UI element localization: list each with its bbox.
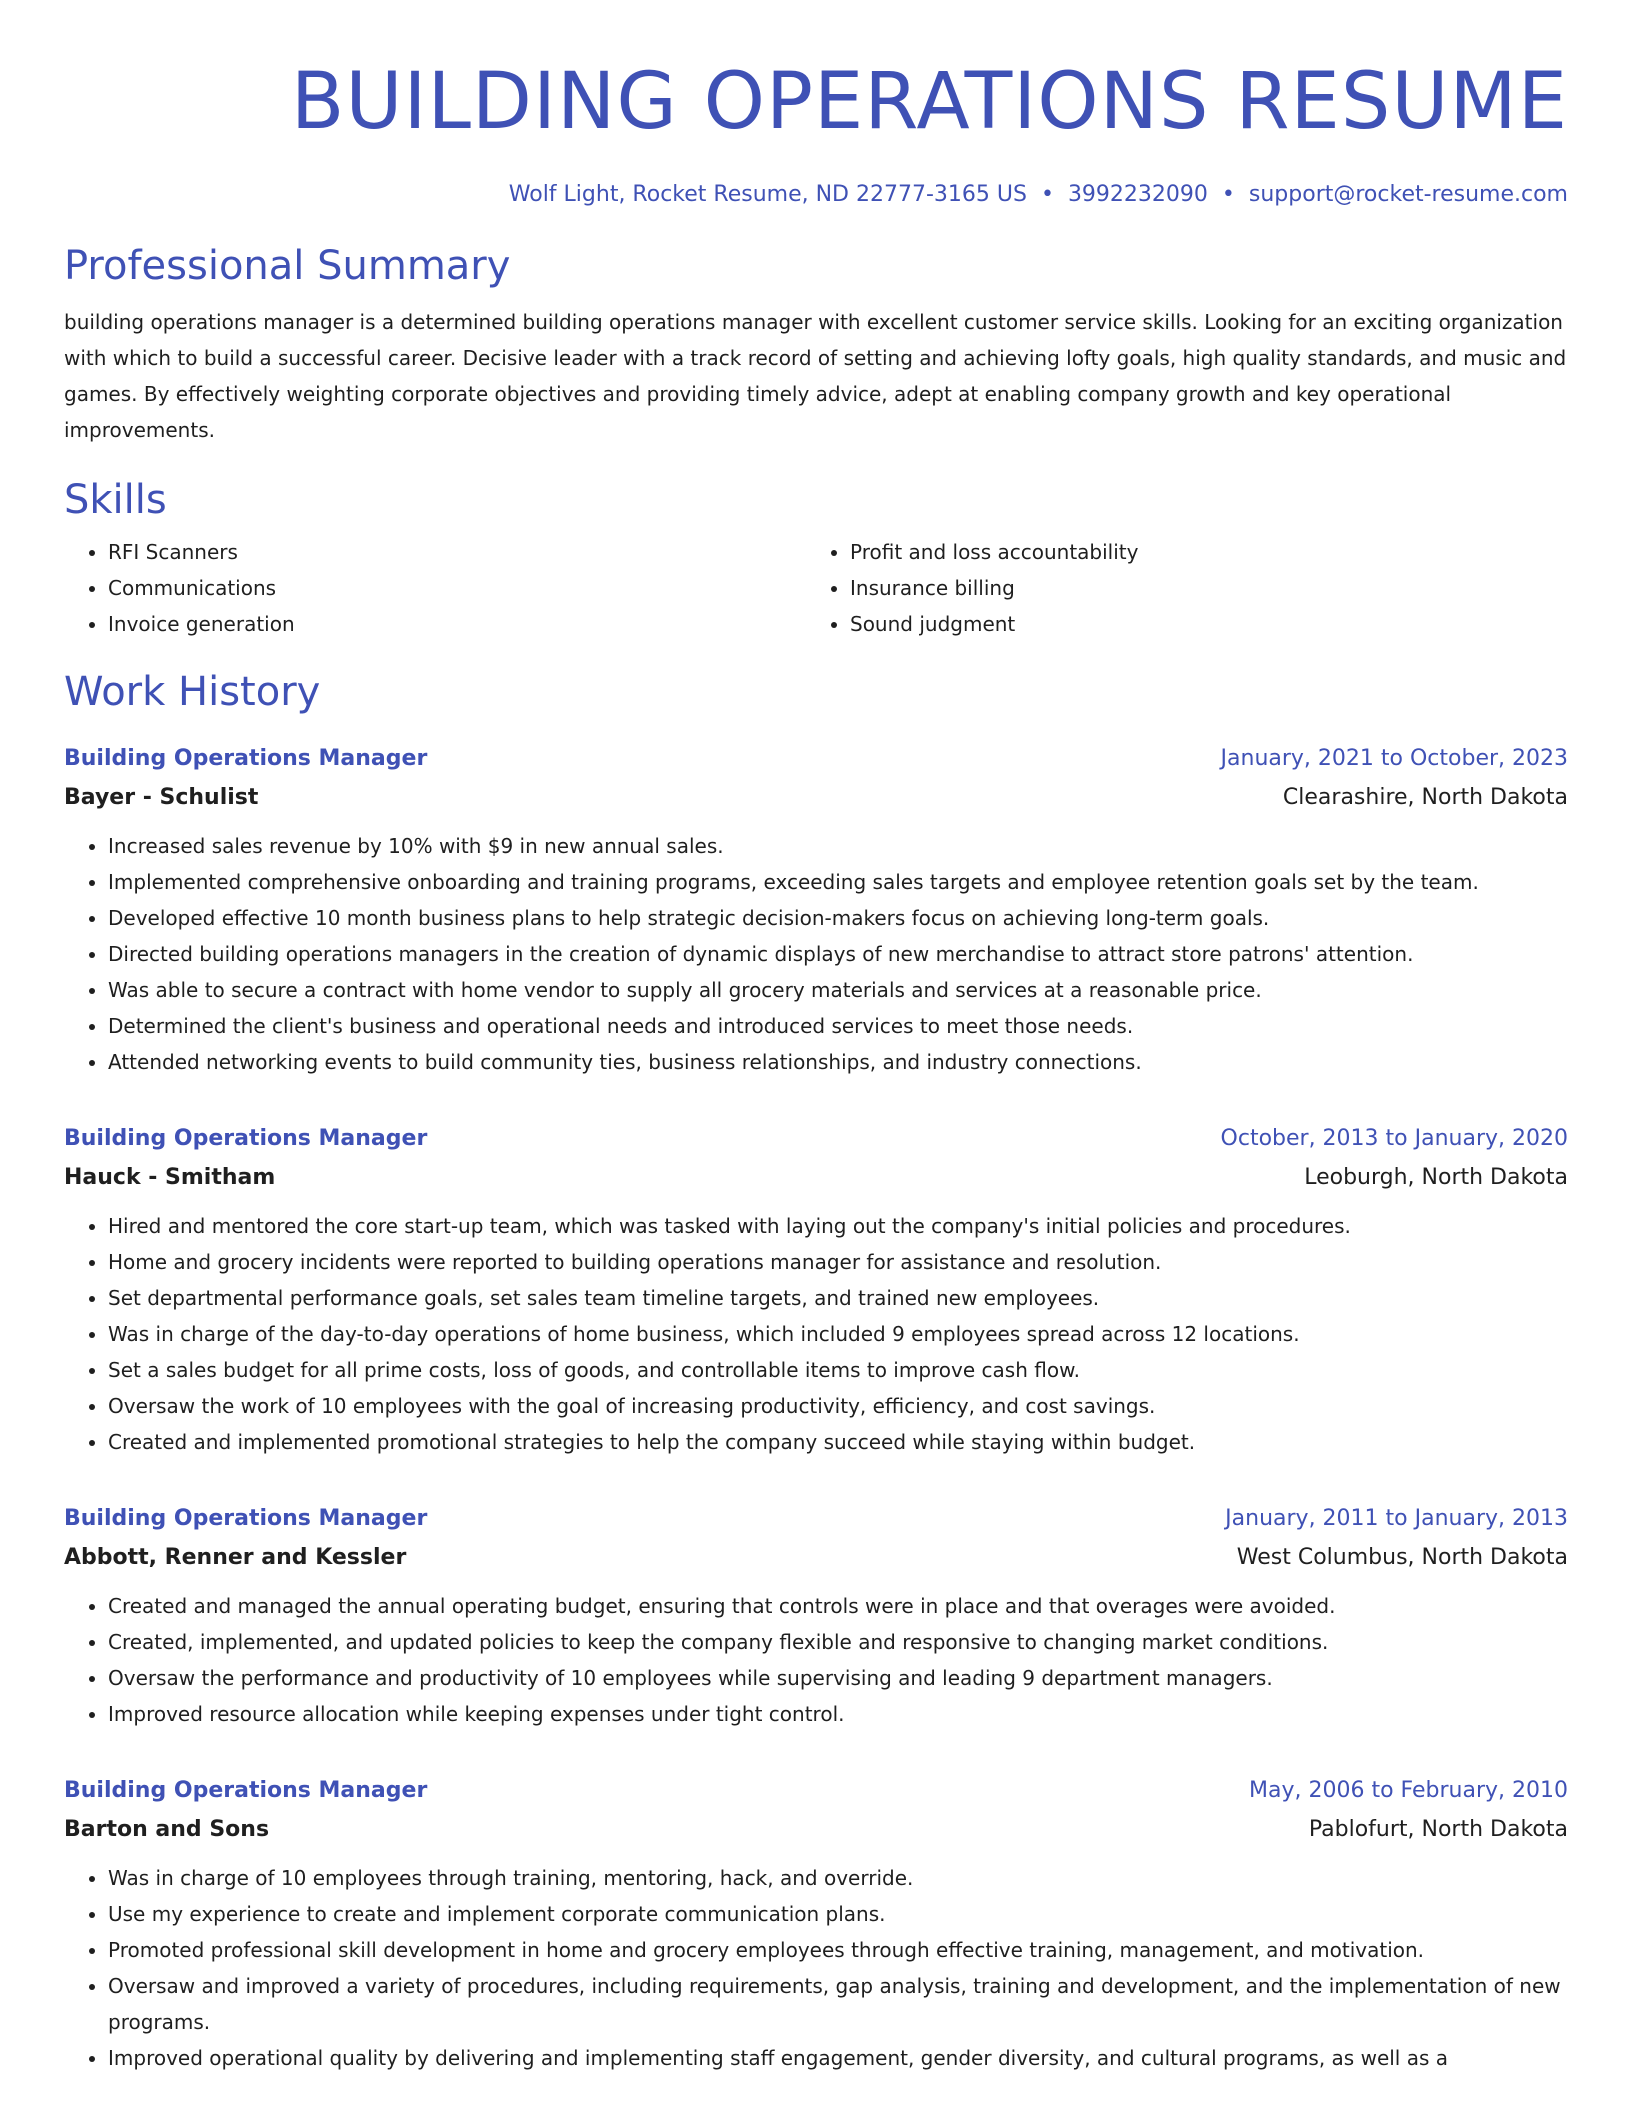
skill-item: • RFI Scanners (108, 534, 806, 570)
job-duty: • Created and implemented promotional strategies to help the company succeed while staying within budget. (108, 1424, 1568, 1460)
contact-email: support@rocket-resume.com (1248, 182, 1568, 207)
job-duty: • Set a sales budget for all prime costs, loss of goods, and controllable items to improve cash flow. (108, 1352, 1568, 1388)
job-header (64, 1500, 1568, 1538)
job-duty: • Use my experience to create and implement corporate communication plans. (108, 1896, 1568, 1932)
skill-item: • Sound judgment (850, 606, 1548, 642)
contact-phone: 3992232090 (1067, 182, 1208, 207)
job-dates: October, 2013 to January, 2020 (1220, 1126, 1568, 1151)
job-dates: May, 2006 to February, 2010 (1249, 1778, 1568, 1803)
job-subheader (64, 778, 1568, 818)
job-duty: • Hired and mentored the core start-up team, which was tasked with laying out the company's initial policies and procedures. (108, 1208, 1568, 1244)
skill-item: • Communications (108, 570, 806, 606)
job-duty: • Directed building operations managers in the creation of dynamic displays of new merchandise to attract store patrons' attention. (108, 936, 1568, 972)
job-location: West Columbus, North Dakota (1236, 1545, 1568, 1570)
job-title: Building Operations Manager (64, 746, 428, 771)
skills-heading: Skills (64, 477, 167, 523)
job-duty: • Was in charge of 10 employees through training, mentoring, hack, and override. (108, 1860, 1568, 1896)
job-header (64, 1772, 1568, 1810)
contact-line (64, 180, 1568, 210)
skills-column-left (64, 534, 806, 642)
skills-column-right (806, 534, 1548, 642)
job-company: Abbott, Renner and Kessler (64, 1545, 407, 1570)
job-title: Building Operations Manager (64, 1778, 428, 1803)
skill-item: • Invoice generation (108, 606, 806, 642)
job-entry (64, 1500, 1568, 1732)
contact-separator: • (1221, 182, 1235, 207)
contact-address: Wolf Light, Rocket Resume, ND 22777-3165 US (508, 182, 1027, 207)
job-duty: • Home and grocery incidents were reported to building operations manager for assistance and resolution. (108, 1244, 1568, 1280)
job-duty: • Developed effective 10 month business plans to help strategic decision-makers focus on achieving long-term goals. (108, 900, 1568, 936)
skill-item: • Insurance billing (850, 570, 1548, 606)
job-duty: • Implemented comprehensive onboarding and training programs, exceeding sales targets and employee retention goals set by the team. (108, 864, 1568, 900)
job-duty: • Improved resource allocation while keeping expenses under tight control. (108, 1696, 1568, 1732)
job-duty: • Increased sales revenue by 10% with $9 in new annual sales. (108, 828, 1568, 864)
job-dates: January, 2021 to October, 2023 (1220, 746, 1568, 771)
work-history-heading: Work History (64, 669, 321, 715)
job-company: Hauck - Smitham (64, 1165, 276, 1190)
job-title: Building Operations Manager (64, 1126, 428, 1151)
job-duty: • Was able to secure a contract with home vendor to supply all grocery materials and services at a reasonable price. (108, 972, 1568, 1008)
job-duties (64, 1860, 1568, 2076)
summary-text: building operations manager is a determined building operations manager with excellent customer service skills. Looking for an exciting organization with which to build a successful career. Decisive leader with a track record of setting and achieving lofty goals, high quality standards, and music and games. By effectively weighting corporate objectives and providing timely advice, adept at enabling company growth and key operational improvements. (64, 310, 1567, 442)
job-header (64, 740, 1568, 778)
skill-item: • Profit and loss accountability (850, 534, 1548, 570)
job-duty: • Determined the client's business and operational needs and introduced services to meet those needs. (108, 1008, 1568, 1044)
job-subheader (64, 1158, 1568, 1198)
resume-page (64, 52, 1568, 2076)
job-duty: • Oversaw the work of 10 employees with the goal of increasing productivity, efficiency, and cost savings. (108, 1388, 1568, 1424)
job-subheader (64, 1810, 1568, 1850)
job-title: Building Operations Manager (64, 1506, 428, 1531)
summary-heading: Professional Summary (64, 243, 511, 289)
job-entry (64, 740, 1568, 1080)
job-dates: January, 2011 to January, 2013 (1225, 1506, 1568, 1531)
job-duty: • Oversaw and improved a variety of procedures, including requirements, gap analysis, training and development, and the implementation of new programs. (108, 1968, 1568, 2040)
job-header (64, 1120, 1568, 1158)
job-duty: • Was in charge of the day-to-day operations of home business, which included 9 employees spread across 12 locations. (108, 1316, 1568, 1352)
job-duty: • Created and managed the annual operating budget, ensuring that controls were in place and that overages were avoided. (108, 1588, 1568, 1624)
skills-list (64, 534, 1568, 642)
contact-separator: • (1040, 182, 1054, 207)
job-duties (64, 1588, 1568, 1732)
job-duty: • Created, implemented, and updated policies to keep the company flexible and responsive to changing market conditions. (108, 1624, 1568, 1660)
job-duty: • Improved operational quality by delivering and implementing staff engagement, gender diversity, and cultural programs, as well as a (108, 2040, 1568, 2076)
job-duty: • Set departmental performance goals, set sales team timeline targets, and trained new employees. (108, 1280, 1568, 1316)
job-duty: • Attended networking events to build community ties, business relationships, and industry connections. (108, 1044, 1568, 1080)
job-location: Leoburgh, North Dakota (1304, 1165, 1568, 1190)
job-duty: • Promoted professional skill development in home and grocery employees through effective training, management, and motivation. (108, 1932, 1568, 1968)
resume-title: BUILDING OPERATIONS RESUME (290, 57, 1568, 147)
job-duty: • Oversaw the performance and productivity of 10 employees while supervising and leading 9 department managers. (108, 1660, 1568, 1696)
job-subheader (64, 1538, 1568, 1578)
job-duties (64, 1208, 1568, 1460)
job-company: Bayer - Schulist (64, 785, 259, 810)
job-entry (64, 1772, 1568, 2076)
job-location: Pablofurt, North Dakota (1308, 1817, 1568, 1842)
job-company: Barton and Sons (64, 1817, 270, 1842)
job-location: Clearashire, North Dakota (1282, 785, 1568, 810)
job-entry (64, 1120, 1568, 1460)
job-duties (64, 828, 1568, 1080)
